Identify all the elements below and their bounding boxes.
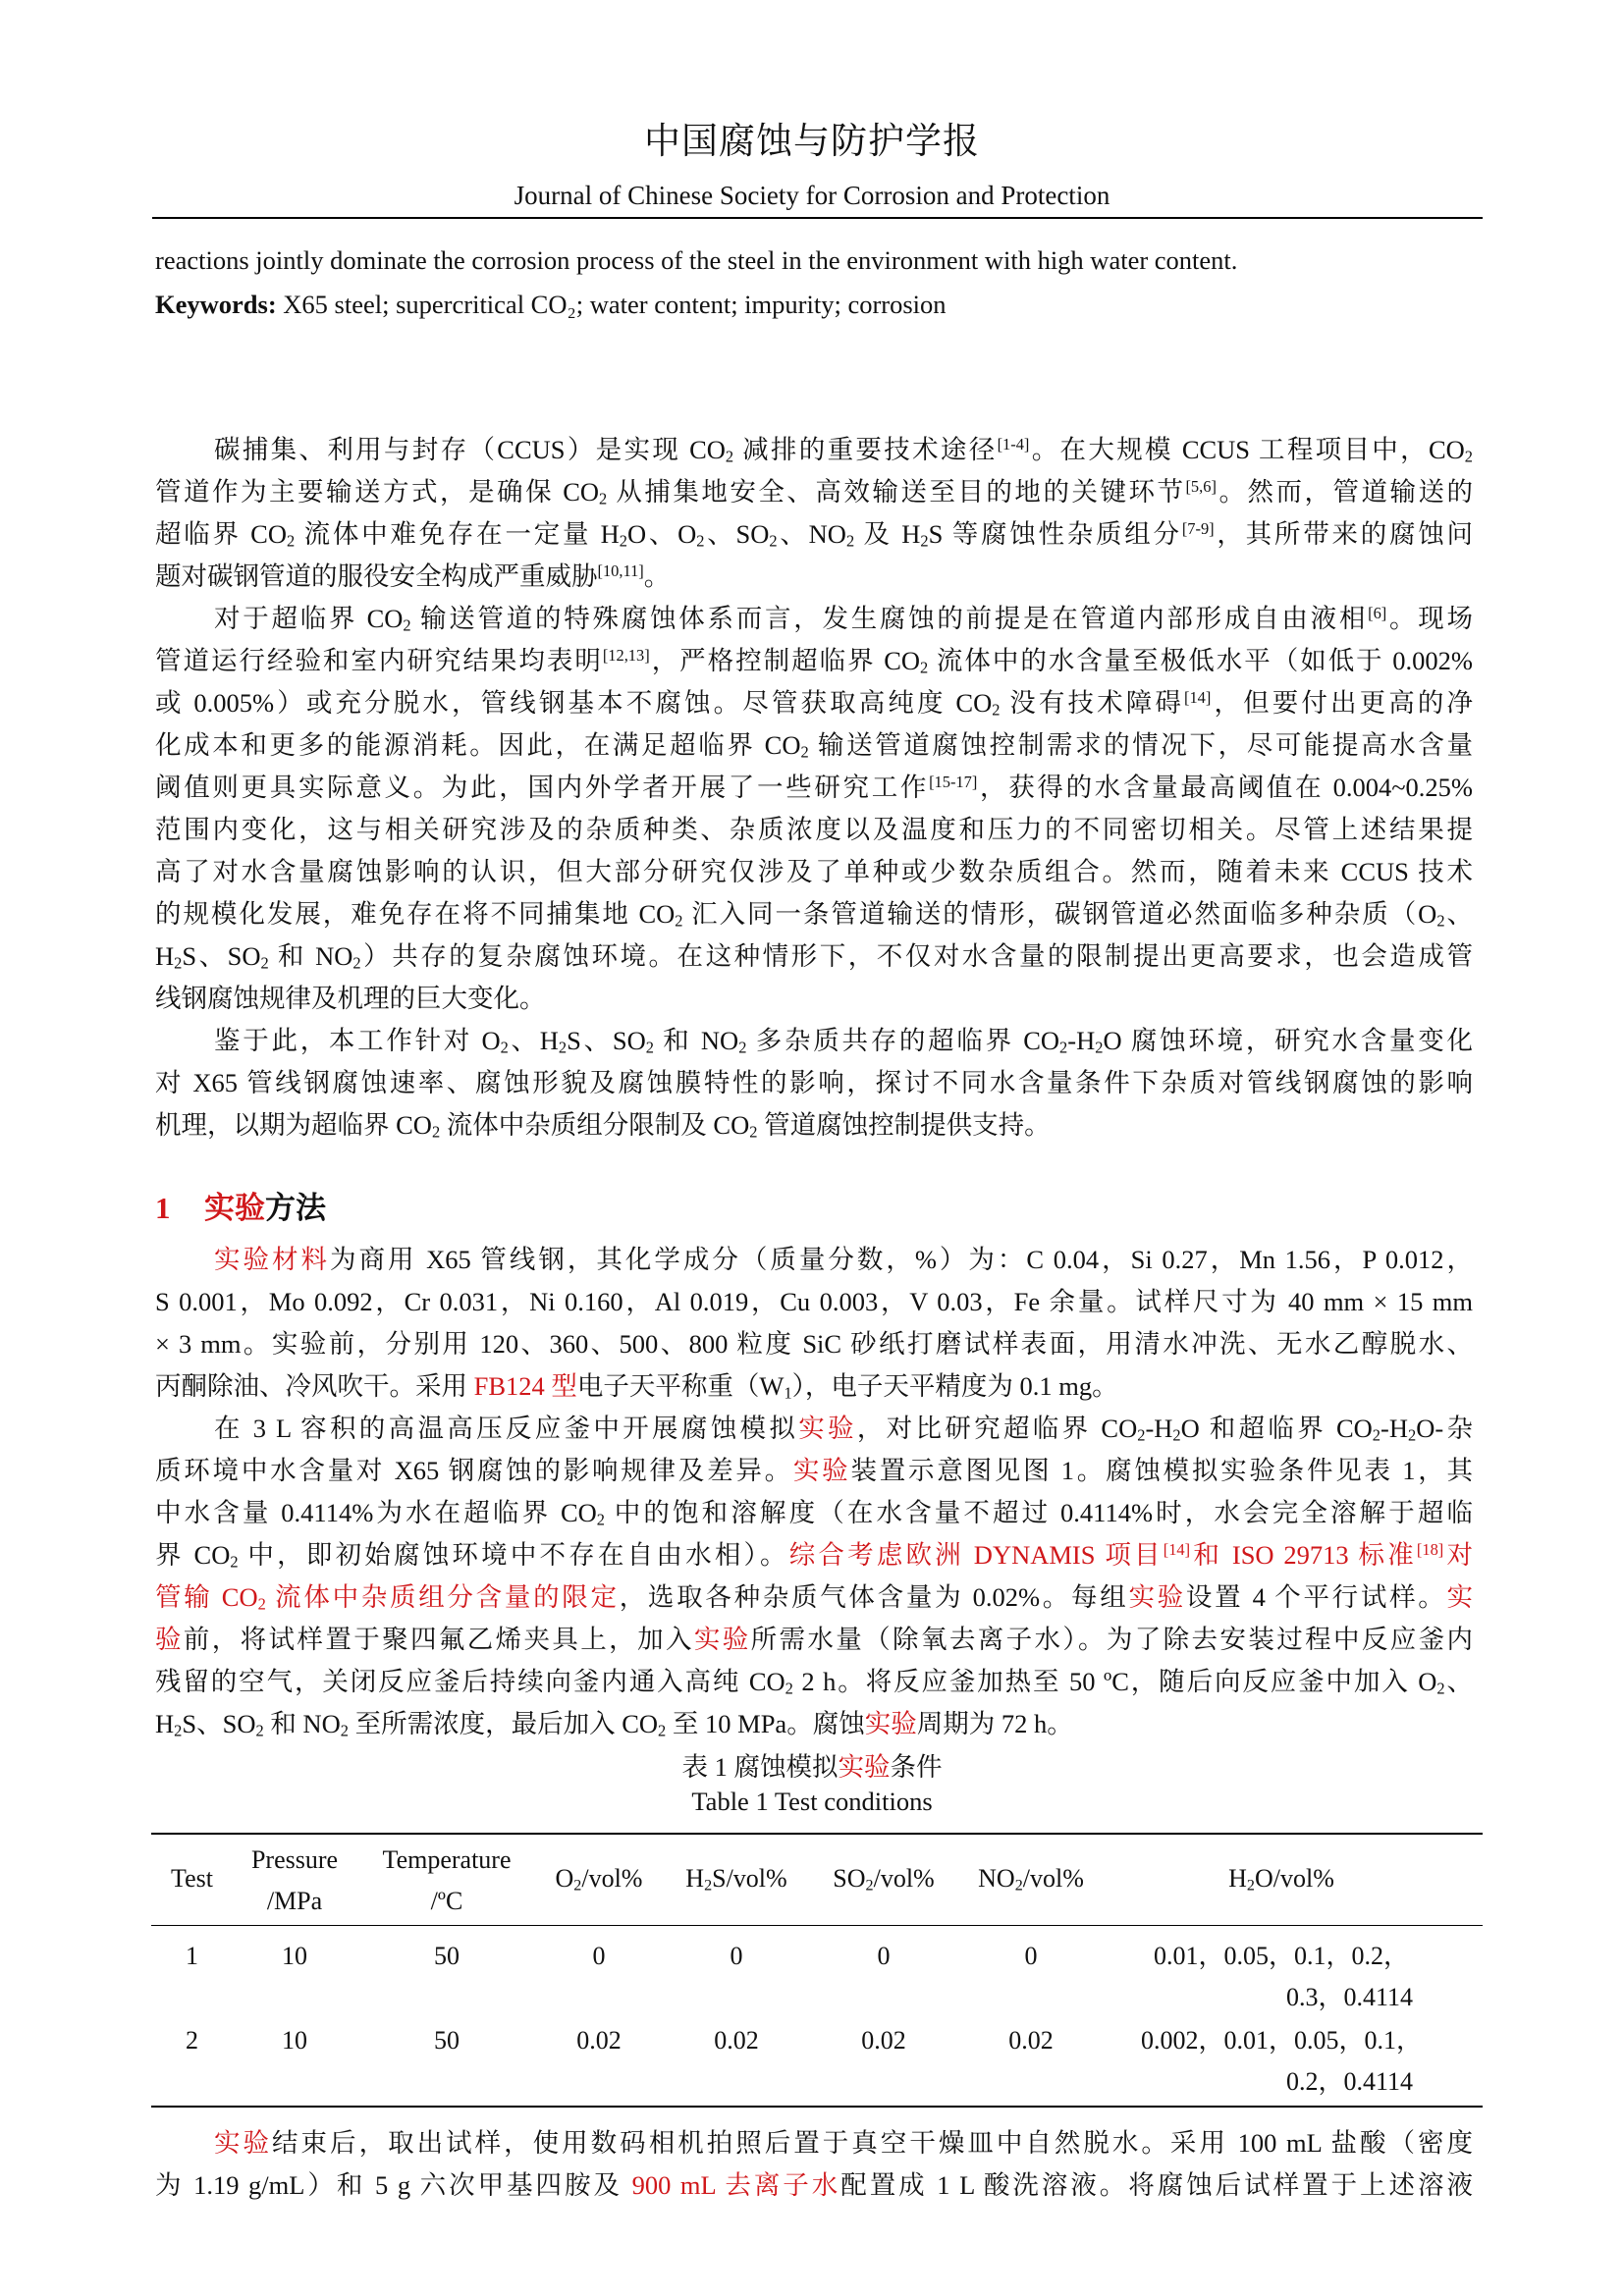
- cell-h2s: 0.02: [714, 2026, 759, 2055]
- cell-o2: 0.02: [576, 2026, 622, 2055]
- text-line: 超临界 $CO_2$ 流体中难免存在一定量 $H_2O$、$O_2$、$SO_2$、$NO_2$ 及 $H_2S$ 等腐蚀性杂质组分[7-9]，其所带来的腐蚀问: [155, 518, 1474, 551]
- text-line: 质环境中水含量对 X65 钢腐蚀的影响规律及差异。实验装置示意图见图 1。腐蚀模拟实验条件见表 1，其: [155, 1456, 1474, 1485]
- header-so2: $SO_2/vol\%$: [833, 1864, 935, 1895]
- table-bottom-rule: [151, 2106, 1483, 2108]
- keywords-text: X65 steel; supercritical CO₂; water content; impurity; corrosion: [283, 290, 947, 319]
- table-caption-en: Table 1 Test conditions: [691, 1787, 933, 1816]
- table-caption-cn: 表 1 腐蚀模拟实验条件: [681, 1752, 943, 1782]
- section-title-highlight: 实验: [204, 1191, 265, 1225]
- cell-h2o-line2: 0.2，0.4114: [1286, 2067, 1414, 2096]
- text-line: 鉴于此，本工作针对 $O_2$、$H_2S$、$SO_2$ 和 $NO_2$ 多杂质共存的超临界 $CO_2-H_2O$ 腐蚀环境，研究水含量变化: [214, 1026, 1473, 1057]
- text-line: 化成本和更多的能源消耗。因此，在满足超临界 $CO_2$ 输送管道腐蚀控制需求的情况下，尽可能提高水含量: [155, 730, 1474, 762]
- cell-o2: 0: [592, 1942, 606, 1970]
- text-line: $H_2S$、$SO_2$ 和 $NO_2$）共存的复杂腐蚀环境。在这种情形下，不仅对水含量的限制提出更高要求，也会造成管: [155, 941, 1473, 973]
- table-top-rule: [151, 1833, 1483, 1835]
- text-line: 残留的空气，关闭反应釜后持续向釜内通入高纯 $CO_2$ 2 h。将反应釜加热至 50 ºC，随后向反应釜中加入 $O_2$、: [155, 1667, 1474, 1698]
- cell-test: 2: [186, 2026, 198, 2055]
- table-header-rule: [151, 1925, 1483, 1926]
- cell-h2o: 0.01，0.05，0.1，0.2，: [1153, 1942, 1409, 1970]
- text-line: S 0.001，Mo 0.092，Cr 0.031，Ni 0.160，Al 0.019，Cu 0.003，V 0.03，Fe 余量。试样尺寸为 40 mm × 15 mm: [155, 1287, 1473, 1316]
- header-no2: $NO_2/vol\%$: [978, 1864, 1084, 1895]
- cell-h2o-cont: [1119, 1983, 1443, 2012]
- cell-so2: 0: [877, 1942, 891, 1970]
- section-title-rest: 方法: [265, 1191, 326, 1225]
- cell-h2o: 0.002，0.01，0.05，0.1，: [1140, 2026, 1422, 2055]
- cell-temperature: 50: [434, 1942, 460, 1970]
- text-line: 机理，以期为超临界 $CO_2$ 流体中杂质组分限制及 $CO_2$ 管道腐蚀控制提供支持。: [155, 1110, 1051, 1142]
- cell-so2: 0.02: [861, 2026, 906, 2055]
- text-line: 管道运行经验和室内研究结果均表明[12,13]，严格控制超临界 $CO_2$ 流体中的水含量至极低水平（如低于 0.002%: [155, 645, 1473, 677]
- header-h2o: $H_2O/vol\%$: [1228, 1864, 1334, 1895]
- keywords-label: Keywords:: [155, 290, 277, 319]
- cell-no2: 0: [1024, 1942, 1038, 1970]
- text-line: 实验结束后，取出试样，使用数码相机拍照后置于真空干燥皿中自然脱水。采用 100 mL 盐酸（密度: [214, 2128, 1473, 2158]
- cell-h2o-cont: [1119, 2067, 1443, 2097]
- header-divider: [152, 217, 1483, 219]
- cell-test: 1: [186, 1942, 198, 1970]
- cell-temperature: 50: [434, 2026, 460, 2055]
- text-line: 实验材料为商用 X65 管线钢，其化学成分（质量分数，%）为：C 0.04，Si 0.27，Mn 1.56，P 0.012，: [214, 1245, 1473, 1274]
- header-test: Test: [171, 1864, 213, 1893]
- header-pressure-unit: /MPa: [266, 1887, 323, 1915]
- text-line: $H_2S$、$SO_2$ 和 $NO_2$ 至所需浓度，最后加入 $CO_2$ 至 10 MPa。腐蚀实验周期为 72 h。: [155, 1709, 1073, 1740]
- cell-h2o-line2: 0.3，0.4114: [1286, 1983, 1414, 2011]
- text-line: × 3 mm。实验前，分别用 120、360、500、800 粒度 SiC 砂纸打磨试样表面，用清水冲洗、无水乙醇脱水、: [155, 1329, 1473, 1359]
- cell-no2: 0.02: [1008, 2026, 1054, 2055]
- section-number: 1: [155, 1191, 171, 1225]
- text-line: 管输 $CO_2$ 流体中杂质组分含量的限定，选取各种杂质气体含量为 0.02%。每组实验设置 4 个平行试样。实: [155, 1582, 1474, 1614]
- cell-pressure: 10: [282, 2026, 307, 2055]
- header-temperature: Temperature: [382, 1845, 512, 1874]
- text-line: 丙酮除油、冷风吹干。采用 FB124 型电子天平称重$(W_1)$，电子天平精度为 0.1 mg。: [155, 1371, 1118, 1403]
- text-line: 对于超临界 $CO_2$ 输送管道的特殊腐蚀体系而言，发生腐蚀的前提是在管道内部形成自由液相[6]。现场: [214, 603, 1474, 635]
- cell-h2s: 0: [730, 1942, 743, 1970]
- header-h2s: $H_2S/vol\%$: [685, 1864, 787, 1895]
- abstract-last-line: reactions jointly dominate the corrosion process of the steel in the environment with high water content.: [155, 245, 1238, 275]
- text-line: 线钢腐蚀规律及机理的巨大变化。: [155, 984, 546, 1013]
- header-temperature-unit: /ºC: [430, 1887, 463, 1915]
- text-line: 中水含量 0.4114%为水在超临界 $CO_2$ 中的饱和溶解度（在水含量不超过 0.4114%时，水会完全溶解于超临: [155, 1498, 1474, 1529]
- text-line: 范围内变化，这与相关研究涉及的杂质种类、杂质浓度以及温度和压力的不同密切相关。尽管上述结果提: [155, 815, 1473, 844]
- text-line: 对 X65 管线钢腐蚀速率、腐蚀形貌及腐蚀膜特性的影响，探讨不同水含量条件下杂质对管线钢腐蚀的影响: [155, 1068, 1473, 1097]
- text-line: 界 $CO_2$ 中，即初始腐蚀环境中不存在自由水相）。综合考虑欧洲 DYNAMIS 项目[14]和 ISO 29713 标准[18]对: [155, 1539, 1473, 1572]
- journal-subtitle: Journal of Chinese Society for Corrosion and Protection: [514, 181, 1110, 210]
- keywords-line: [155, 285, 1473, 324]
- text-line: 阈值则更具实际意义。为此，国内外学者开展了一些研究工作[15-17]，获得的水含量最高阈值在 0.004~0.25%: [155, 772, 1473, 802]
- text-line: 管道作为主要输送方式，是确保 $CO_2$ 从捕集地安全、高效输送至目的地的关键环节[5,6]。然而，管道输送的: [155, 476, 1473, 508]
- section-heading: [155, 1183, 326, 1227]
- header-pressure: Pressure: [250, 1845, 339, 1874]
- header-o2: $O_2/vol\%$: [555, 1864, 643, 1895]
- text-line: 题对碳钢管道的服役安全构成严重威胁[10,11]。: [155, 561, 671, 591]
- text-line: 验前，将试样置于聚四氟乙烯夹具上，加入实验所需水量（除氧去离子水）。为了除去安装过程中反应釜内: [155, 1625, 1474, 1654]
- text-line: 或 0.005%）或充分脱水，管线钢基本不腐蚀。尽管获取高纯度 $CO_2$ 没有技术障碍[14]，但要付出更高的净: [155, 687, 1474, 720]
- journal-title: 中国腐蚀与防护学报: [644, 122, 980, 162]
- cell-pressure: 10: [282, 1942, 307, 1970]
- text-line: 碳捕集、利用与封存（CCUS）是实现 $CO_2$ 减排的重要技术途径[1-4]。在大规模 CCUS 工程项目中，$CO_2$: [214, 434, 1473, 466]
- text-line: 为 1.19 g/mL）和 5 g 六次甲基四胺及 900 mL 去离子水配置成 1 L 酸洗溶液。将腐蚀后试样置于上述溶液: [155, 2170, 1473, 2200]
- text-line: 高了对水含量腐蚀影响的认识，但大部分研究仅涉及了单种或少数杂质组合。然而，随着未来 CCUS 技术: [155, 857, 1473, 886]
- text-line: 的规模化发展，难免存在将不同捕集地 $CO_2$ 汇入同一条管道输送的情形，碳钢管道必然面临多种杂质（$O_2$、: [155, 899, 1474, 931]
- text-line: 在 3 L 容积的高温高压反应釜中开展腐蚀模拟实验，对比研究超临界 $CO_2-H_2O$ 和超临界 $CO_2-H_2O-$杂: [214, 1414, 1473, 1445]
